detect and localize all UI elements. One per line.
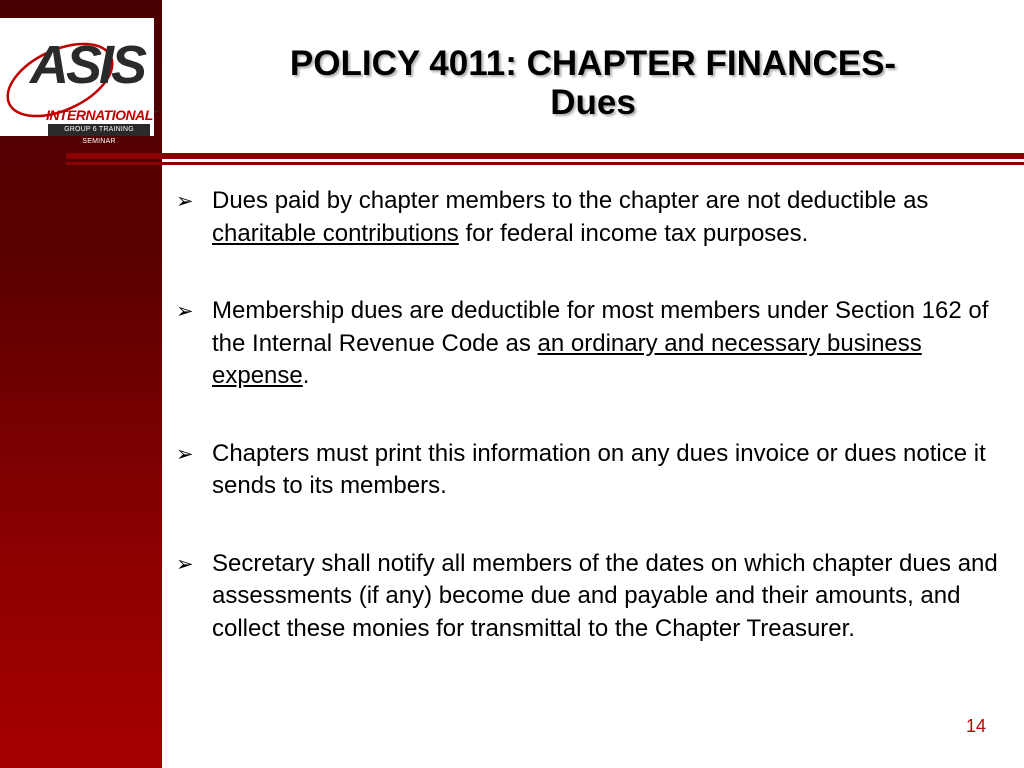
bullet-item bbox=[172, 438, 1002, 503]
bullet-underlined: an ordinary and necessary business expense bbox=[212, 329, 922, 389]
logo-tagline: GROUP 6 TRAINING SEMINAR bbox=[48, 124, 150, 136]
slide-title-line1: POLICY 4011: CHAPTER FINANCES- bbox=[289, 44, 897, 83]
title-rule-thick bbox=[66, 153, 1024, 159]
bullet-text: Membership dues are deductible for most members under Section 162 of the Internal Revenue Code as bbox=[212, 297, 989, 357]
logo-subtitle-text: INTERNATIONAL bbox=[46, 107, 153, 123]
arrow-bullet-icon: ➢ bbox=[176, 300, 194, 323]
arrow-bullet-icon: ➢ bbox=[176, 190, 194, 213]
bullet-item bbox=[172, 185, 1002, 250]
asis-logo bbox=[0, 18, 159, 145]
bullet-text-after: for federal income tax purposes. bbox=[458, 219, 809, 247]
slide-title-line2: Dues bbox=[550, 83, 636, 122]
bullet-text-after: . bbox=[302, 362, 310, 389]
bullet-text: Chapters must print this information on any dues invoice or dues notice it sends to its members. bbox=[212, 439, 986, 499]
logo-trademark: ™ bbox=[152, 110, 159, 117]
bullet-list bbox=[172, 185, 1002, 690]
bullet-text: Secretary shall notify all members of the dates on which chapter dues and assessments (if any) become due and payable and their amounts, and collect these monies for transmittal to the Chapter Treasurer. bbox=[212, 549, 998, 642]
page-number: 14 bbox=[966, 716, 987, 736]
title-rule-thin bbox=[66, 162, 1024, 165]
logo-name: ASIS bbox=[30, 35, 145, 95]
logo-subtitle bbox=[46, 107, 158, 123]
bullet-item bbox=[172, 295, 1002, 393]
arrow-bullet-icon: ➢ bbox=[176, 442, 194, 466]
bullet-text: Dues paid by chapter members to the chapter are not deductible as bbox=[212, 187, 929, 214]
bullet-item bbox=[172, 548, 1002, 646]
arrow-bullet-icon: ➢ bbox=[176, 552, 194, 576]
slide-title bbox=[162, 44, 1024, 122]
bullet-underlined: charitable contributions bbox=[212, 219, 459, 247]
